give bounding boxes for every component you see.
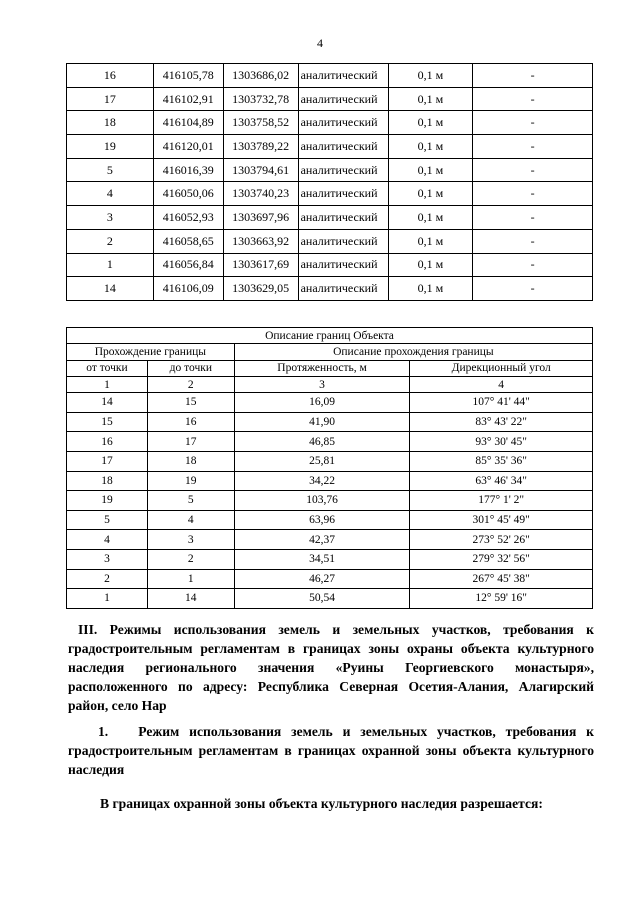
cell-length: 25,81 [234, 451, 410, 471]
cell-note: - [473, 64, 593, 88]
cell-accuracy: 0,1 м [388, 87, 473, 111]
cell-method: аналитический [298, 135, 388, 159]
cell-length: 16,09 [234, 393, 410, 413]
cell-angle: 279° 32' 56" [410, 549, 593, 569]
table-row [67, 412, 593, 432]
cell-y: 1303686,02 [223, 64, 298, 88]
cell-to: 18 [147, 451, 234, 471]
table-row [67, 589, 593, 609]
allowed-heading [68, 794, 594, 813]
cell-x: 416058,65 [153, 229, 223, 253]
cell-from: 16 [67, 432, 148, 452]
cell-from: 2 [67, 569, 148, 589]
cell-accuracy: 0,1 м [388, 135, 473, 159]
cell-to: 14 [147, 589, 234, 609]
cell-point: 4 [67, 182, 154, 206]
cell-x: 416106,09 [153, 277, 223, 301]
table-row [67, 253, 593, 277]
cell-from: 4 [67, 530, 148, 550]
cell-note: - [473, 87, 593, 111]
section-3-heading [68, 620, 594, 715]
cell-note: - [473, 277, 593, 301]
cell-method: аналитический [298, 87, 388, 111]
table-row [67, 491, 593, 511]
cell-accuracy: 0,1 м [388, 182, 473, 206]
cell-to: 3 [147, 530, 234, 550]
cell-note: - [473, 206, 593, 230]
cell-length: 41,90 [234, 412, 410, 432]
section-3-text: III. Режимы использования земель и земельных участков, требования к градостроительным регламентам в границах зоны охраны объекта культурного наследия регионального значения «Руины Георгиевского монастыря», расположенного по адресу: Республика Северная Осетия-Алания, Алагирский район, село Нар [68, 622, 594, 713]
cell-accuracy: 0,1 м [388, 64, 473, 88]
cell-y: 1303617,69 [223, 253, 298, 277]
cell-method: аналитический [298, 206, 388, 230]
col-header-from: от точки [67, 360, 148, 376]
cell-method: аналитический [298, 158, 388, 182]
cell-length: 103,76 [234, 491, 410, 511]
cell-point: 1 [67, 253, 154, 277]
cell-angle: 301° 45' 49" [410, 510, 593, 530]
cell-angle: 85° 35' 36" [410, 451, 593, 471]
table-row [67, 182, 593, 206]
cell-angle: 12° 59' 16" [410, 589, 593, 609]
cell-x: 416104,89 [153, 111, 223, 135]
cell-method: аналитический [298, 182, 388, 206]
col-header-length: Протяженность, м [234, 360, 410, 376]
table-row [67, 510, 593, 530]
cell-angle: 177° 1' 2" [410, 491, 593, 511]
cell-angle: 267° 45' 38" [410, 569, 593, 589]
cell-x: 416050,06 [153, 182, 223, 206]
cell-x: 416120,01 [153, 135, 223, 159]
cell-length: 46,27 [234, 569, 410, 589]
cell-point: 5 [67, 158, 154, 182]
table-row [67, 111, 593, 135]
cell-from: 3 [67, 549, 148, 569]
col-header-to: до точки [147, 360, 234, 376]
subsection-1-number: 1. [98, 724, 109, 739]
cell-length: 63,96 [234, 510, 410, 530]
table-row [67, 229, 593, 253]
cell-accuracy: 0,1 м [388, 206, 473, 230]
cell-y: 1303732,78 [223, 87, 298, 111]
cell-angle: 93° 30' 45" [410, 432, 593, 452]
cell-accuracy: 0,1 м [388, 158, 473, 182]
table-row [67, 87, 593, 111]
cell-to: 15 [147, 393, 234, 413]
cell-from: 15 [67, 412, 148, 432]
cell-accuracy: 0,1 м [388, 229, 473, 253]
cell-point: 19 [67, 135, 154, 159]
allowed-text: В границах охранной зоны объекта культурного наследия разрешается: [100, 796, 543, 811]
cell-method: аналитический [298, 229, 388, 253]
boundary-description-table [66, 327, 593, 609]
subsection-1-heading [68, 722, 594, 779]
cell-angle: 83° 43' 22" [410, 412, 593, 432]
cell-from: 17 [67, 451, 148, 471]
cell-x: 416052,93 [153, 206, 223, 230]
cell-note: - [473, 253, 593, 277]
cell-x: 416105,78 [153, 64, 223, 88]
table-row [67, 135, 593, 159]
cell-to: 19 [147, 471, 234, 491]
table-title: Описание границ Объекта [67, 328, 593, 344]
table-row [67, 64, 593, 88]
cell-length: 46,85 [234, 432, 410, 452]
cell-angle: 273° 52' 26" [410, 530, 593, 550]
cell-length: 50,54 [234, 589, 410, 609]
table-row [67, 393, 593, 413]
cell-to: 17 [147, 432, 234, 452]
cell-length: 34,22 [234, 471, 410, 491]
cell-accuracy: 0,1 м [388, 277, 473, 301]
cell-x: 416102,91 [153, 87, 223, 111]
cell-from: 1 [67, 589, 148, 609]
cell-from: 5 [67, 510, 148, 530]
cell-to: 2 [147, 549, 234, 569]
cell-point: 2 [67, 229, 154, 253]
subsection-1-text: Режим использования земель и земельных участков, требования к градостроительным регламентам в границах охранной зоны объекта культурного наследия [68, 724, 594, 777]
table-row [67, 206, 593, 230]
cell-y: 1303697,96 [223, 206, 298, 230]
group-header-boundary: Прохождение границы [67, 344, 235, 360]
cell-note: - [473, 182, 593, 206]
cell-angle: 107° 41' 44" [410, 393, 593, 413]
cell-y: 1303663,92 [223, 229, 298, 253]
cell-length: 34,51 [234, 549, 410, 569]
col-number: 3 [234, 376, 410, 392]
cell-note: - [473, 158, 593, 182]
table-row [67, 432, 593, 452]
col-number: 1 [67, 376, 148, 392]
cell-x: 416056,84 [153, 253, 223, 277]
cell-from: 14 [67, 393, 148, 413]
cell-point: 18 [67, 111, 154, 135]
col-number: 2 [147, 376, 234, 392]
cell-point: 3 [67, 206, 154, 230]
cell-y: 1303789,22 [223, 135, 298, 159]
cell-from: 18 [67, 471, 148, 491]
cell-to: 4 [147, 510, 234, 530]
cell-length: 42,37 [234, 530, 410, 550]
cell-from: 19 [67, 491, 148, 511]
table-row [67, 277, 593, 301]
table-row [67, 451, 593, 471]
table-row [67, 549, 593, 569]
cell-method: аналитический [298, 253, 388, 277]
table-row [67, 158, 593, 182]
cell-x: 416016,39 [153, 158, 223, 182]
cell-note: - [473, 111, 593, 135]
cell-method: аналитический [298, 277, 388, 301]
table-row [67, 471, 593, 491]
cell-method: аналитический [298, 111, 388, 135]
cell-method: аналитический [298, 64, 388, 88]
col-number: 4 [410, 376, 593, 392]
coordinates-table [66, 63, 593, 301]
cell-note: - [473, 135, 593, 159]
page-number: 4 [317, 36, 323, 50]
cell-y: 1303629,05 [223, 277, 298, 301]
table-row [67, 530, 593, 550]
subsection-1-paragraph [68, 722, 594, 779]
col-header-angle: Дирекционный угол [410, 360, 593, 376]
cell-y: 1303794,61 [223, 158, 298, 182]
cell-point: 17 [67, 87, 154, 111]
table-row [67, 569, 593, 589]
group-header-description: Описание прохождения границы [234, 344, 592, 360]
cell-accuracy: 0,1 м [388, 253, 473, 277]
cell-to: 16 [147, 412, 234, 432]
cell-angle: 63° 46' 34" [410, 471, 593, 491]
cell-to: 5 [147, 491, 234, 511]
cell-point: 14 [67, 277, 154, 301]
cell-to: 1 [147, 569, 234, 589]
cell-accuracy: 0,1 м [388, 111, 473, 135]
cell-point: 16 [67, 64, 154, 88]
cell-y: 1303740,23 [223, 182, 298, 206]
cell-y: 1303758,52 [223, 111, 298, 135]
cell-note: - [473, 229, 593, 253]
